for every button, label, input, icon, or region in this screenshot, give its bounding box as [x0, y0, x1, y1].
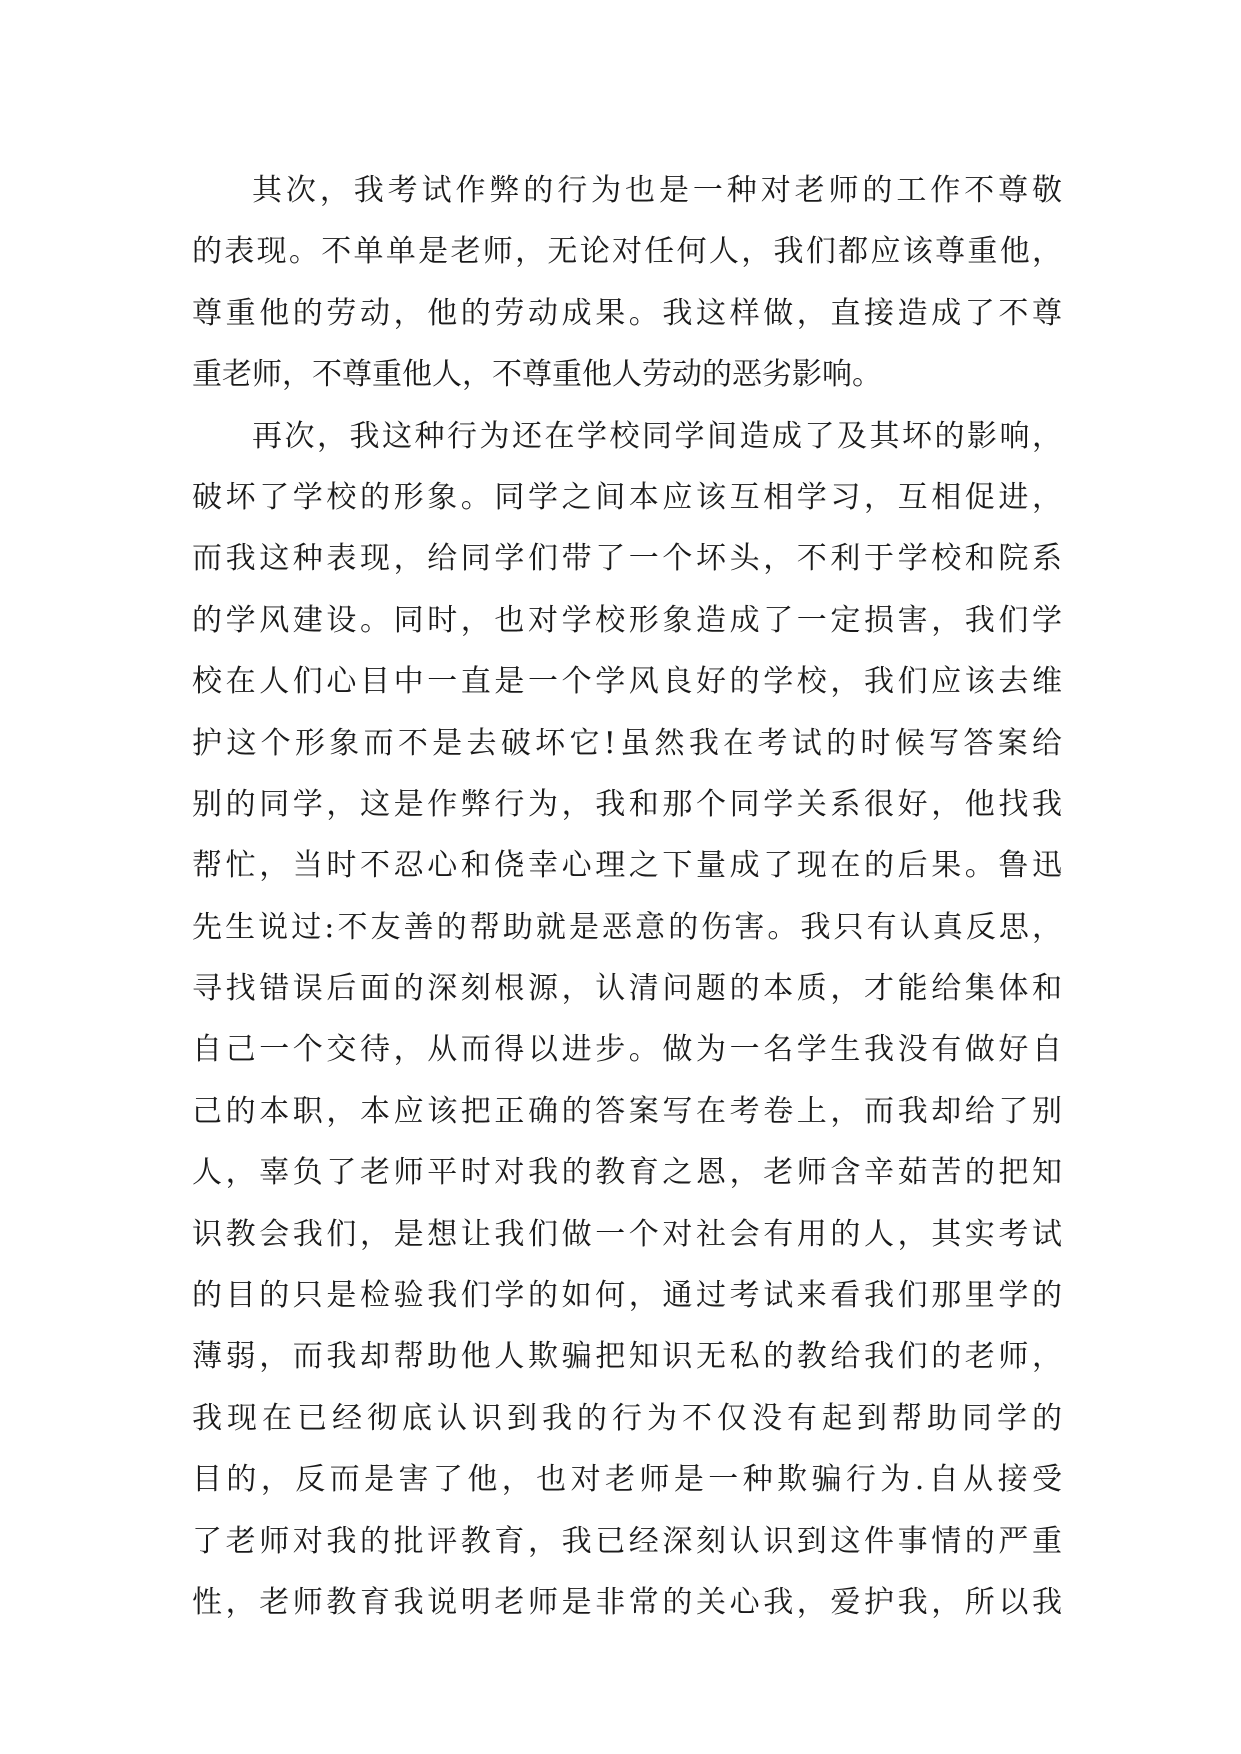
- text-line: 己的本职，本应该把正确的答案写在考卷上，而我却给了别: [192, 1093, 1062, 1129]
- text-line: 重老师，不尊重他人，不尊重他人劳动的恶劣影响。: [192, 357, 882, 393]
- text-line: 先生说过:不友善的帮助就是恶意的伤害。我只有认真反思，: [192, 909, 1062, 945]
- text-line: 别的同学，这是作弊行为，我和那个同学关系很好，他找我: [192, 786, 1062, 822]
- body-text: [192, 160, 1062, 1633]
- text-line: 了老师对我的批评教育，我已经深刻认识到这件事情的严重: [192, 1523, 1062, 1559]
- text-line: 寻找错误后面的深刻根源，认清问题的本质，才能给集体和: [192, 971, 1062, 1007]
- text-line: 护这个形象而不是去破坏它!虽然我在考试的时候写答案给: [192, 725, 1062, 761]
- text-line: 再次，我这种行为还在学校同学间造成了及其坏的影响，: [252, 418, 1062, 454]
- text-line: 其次，我考试作弊的行为也是一种对老师的工作不尊敬: [252, 173, 1062, 208]
- text-line: 目的，反而是害了他，也对老师是一种欺骗行为.自从接受: [192, 1462, 1062, 1498]
- text-line: 人，辜负了老师平时对我的教育之恩，老师含辛茹苦的把知: [192, 1155, 1062, 1191]
- text-line: 破坏了学校的形象。同学之间本应该互相学习，互相促进，: [192, 479, 1062, 515]
- text-line: 性，老师教育我说明老师是非常的关心我，爱护我，所以我: [192, 1584, 1062, 1620]
- text-line: 校在人们心目中一直是一个学风良好的学校，我们应该去维: [192, 664, 1062, 700]
- text-line: 的学风建设。同时，也对学校形象造成了一定损害，我们学: [192, 602, 1062, 638]
- text-line: 帮忙，当时不忍心和侥幸心理之下量成了现在的后果。鲁迅: [192, 848, 1062, 884]
- text-line: 自己一个交待，从而得以进步。做为一名学生我没有做好自: [192, 1032, 1062, 1068]
- text-line: 而我这种表现，给同学们带了一个坏头，不利于学校和院系: [192, 541, 1062, 577]
- paragraph-2: [192, 406, 1062, 1634]
- text-line: 薄弱，而我却帮助他人欺骗把知识无私的教给我们的老师，: [192, 1339, 1062, 1375]
- text-line: 识教会我们，是想让我们做一个对社会有用的人，其实考试: [192, 1216, 1062, 1252]
- text-line: 尊重他的劳动，他的劳动成果。我这样做，直接造成了不尊: [192, 295, 1062, 331]
- paragraph-1: [192, 160, 1062, 406]
- text-line: 的表现。不单单是老师，无论对任何人，我们都应该尊重他，: [192, 234, 1062, 270]
- text-line: 的目的只是检验我们学的如何，通过考试来看我们那里学的: [192, 1278, 1062, 1314]
- text-line: 我现在已经彻底认识到我的行为不仅没有起到帮助同学的: [192, 1400, 1062, 1436]
